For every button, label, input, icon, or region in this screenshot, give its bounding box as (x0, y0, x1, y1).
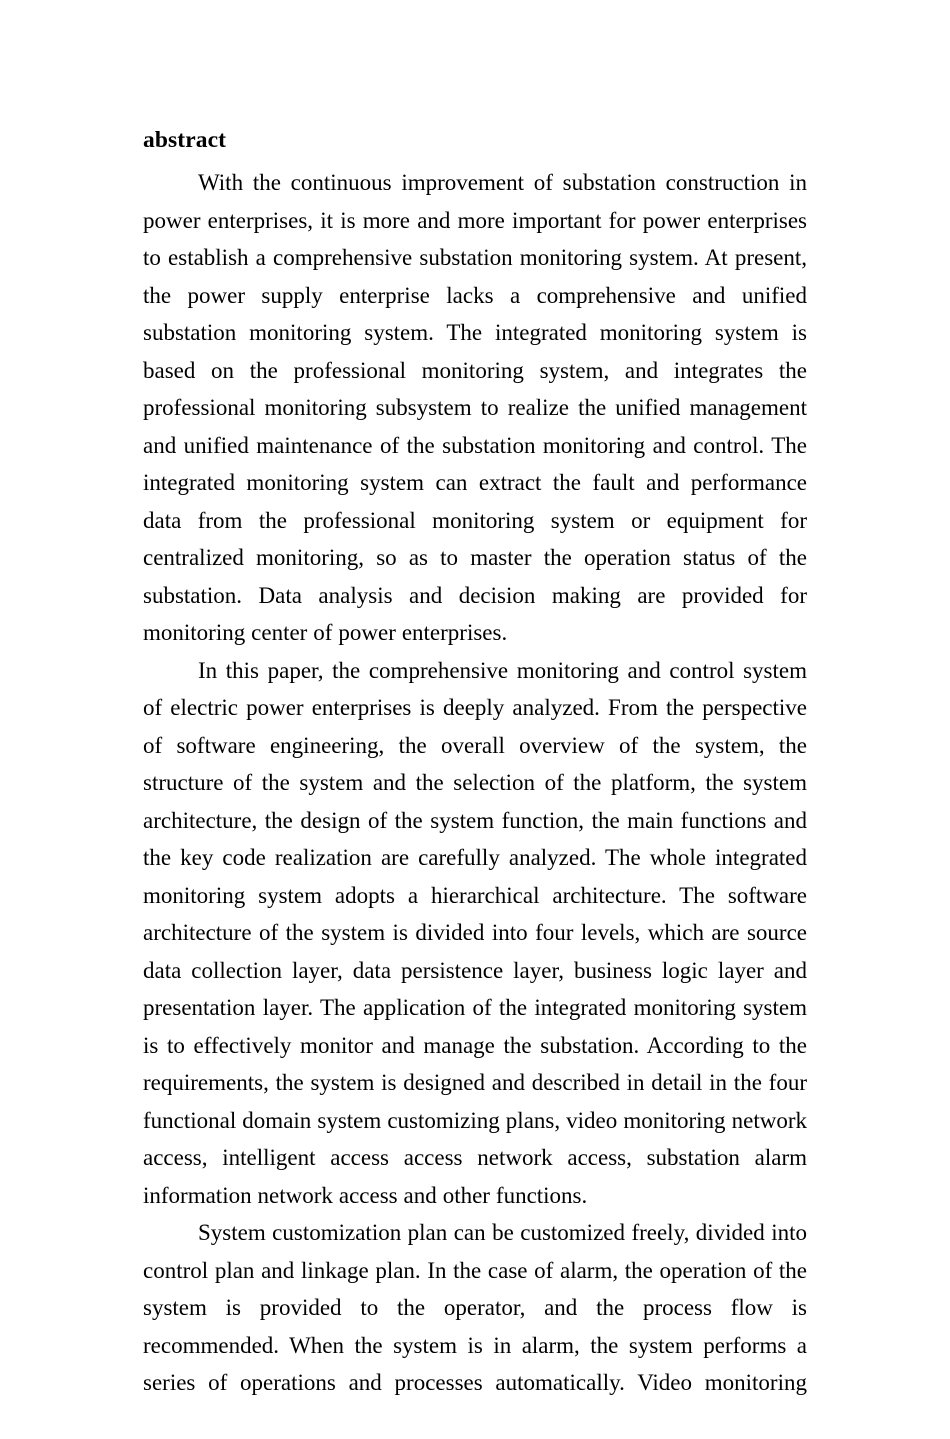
page-title: abstract (143, 127, 227, 153)
text-column (143, 126, 807, 1439)
abstract-paragraph-3: System customization plan can be customized freely, divided into control plan and linkage plan. In the case of alarm, the operation of the system is provided to the operator, and the process flow is recommended. When the system is in alarm, the system performs a series of operations and processes automatically. Video monitoring (143, 1220, 807, 1395)
abstract-paragraph-1: With the continuous improvement of substation construction in power enterprises, it is more and more important for power enterprises to establish a comprehensive substation monitoring system. At present, the power supply enterprise lacks a comprehensive and unified substation monitoring system. The integrated monitoring system is based on the professional monitoring system, and integrates the professional monitoring subsystem to realize the unified management and unified maintenance of the substation monitoring and control. The integrated monitoring system can extract the fault and performance data from the professional monitoring system or equipment for centralized monitoring, so as to master the operation status of the substation. Data analysis and decision making are provided for monitoring center of power enterprises. (143, 170, 807, 645)
abstract-paragraph-2: In this paper, the comprehensive monitoring and control system of electric power enterprises is deeply analyzed. From the perspective of software engineering, the overall overview of the system, the structure of the system and the selection of the platform, the system architecture, the design of the system function, the main functions and the key code realization are carefully analyzed. The whole integrated monitoring system adopts a hierarchical architecture. The software architecture of the system is divided into four levels, which are source data collection layer, data persistence layer, business logic layer and presentation layer. The application of the integrated monitoring system is to effectively monitor and manage the substation. According to the requirements, the system is designed and described in detail in the four functional domain system customizing plans, video monitoring network access, intelligent access access network access, substation alarm information network access and other functions. (143, 657, 807, 1208)
